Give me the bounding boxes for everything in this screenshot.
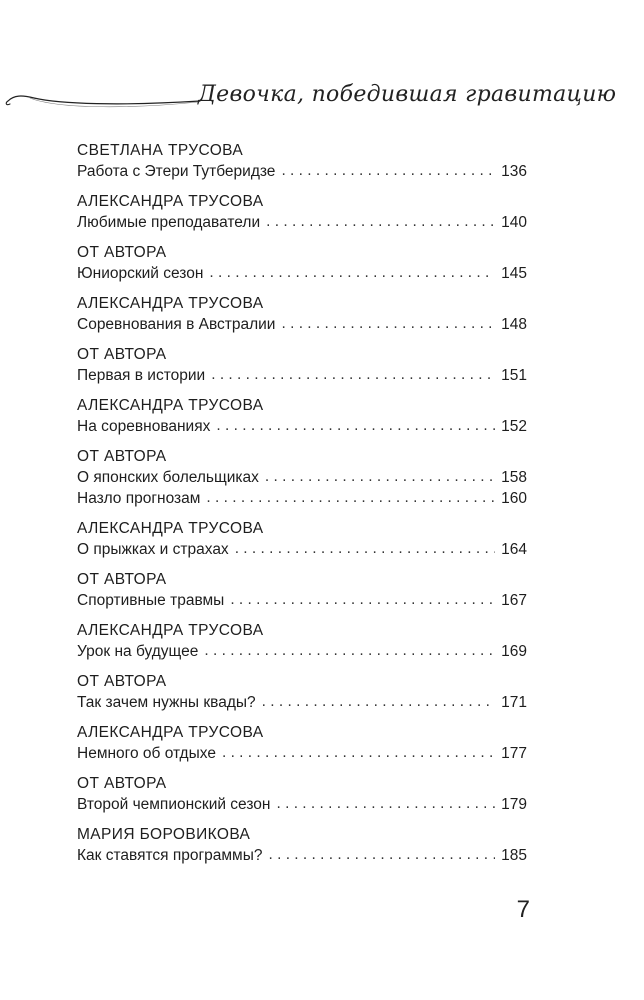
toc-entry-title: Второй чемпионский сезон (77, 796, 271, 813)
toc-author: ОТ АВТОРА (77, 673, 167, 690)
toc-entry[interactable] (77, 845, 527, 866)
toc-entry-page: 169 (501, 643, 527, 660)
toc-entry[interactable] (77, 692, 527, 713)
toc-entry[interactable] (77, 590, 527, 611)
toc-entry-title: Работа с Этери Тутберидзе (77, 163, 276, 180)
toc-entry-page: 158 (501, 469, 527, 486)
toc-section (77, 191, 527, 233)
toc-entry-page: 171 (501, 694, 527, 711)
toc-section (77, 293, 527, 335)
page-number: 7 (516, 896, 530, 923)
toc-section (77, 242, 527, 284)
toc-section (77, 446, 527, 509)
toc-entry-title: Юниорский сезон (77, 265, 204, 282)
dot-leader (222, 742, 495, 763)
toc-entry[interactable] (77, 212, 527, 233)
toc-section (77, 569, 527, 611)
toc-author: СВЕТЛАНА ТРУСОВА (77, 142, 244, 159)
toc-author: ОТ АВТОРА (77, 775, 167, 792)
dot-leader (206, 487, 495, 508)
toc-author: АЛЕКСАНДРА ТРУСОВА (77, 724, 264, 741)
dot-leader (204, 640, 495, 661)
toc-entry-title: Первая в истории (77, 367, 206, 384)
toc-entry-page: 145 (501, 265, 527, 282)
toc-entry-page: 140 (501, 214, 527, 231)
toc-author: АЛЕКСАНДРА ТРУСОВА (77, 622, 264, 639)
toc-entry-page: 148 (501, 316, 527, 333)
toc-author: ОТ АВТОРА (77, 346, 167, 363)
toc-entry-page: 185 (501, 847, 527, 864)
toc-entry[interactable] (77, 488, 527, 509)
dot-leader (211, 364, 495, 385)
dot-leader (265, 466, 495, 487)
toc-entry[interactable] (77, 416, 527, 437)
toc-entry-page: 160 (501, 490, 527, 507)
toc-section (77, 824, 527, 866)
toc-author: МАРИЯ БОРОВИКОВА (77, 826, 251, 843)
toc-entry-page: 167 (501, 592, 527, 609)
toc-section (77, 773, 527, 815)
toc-section (77, 671, 527, 713)
dot-leader (276, 793, 495, 814)
toc-entry[interactable] (77, 314, 527, 335)
toc-section (77, 140, 527, 182)
toc-section (77, 518, 527, 560)
toc-entry[interactable] (77, 365, 527, 386)
toc-entry-title: Любимые преподаватели (77, 214, 261, 231)
toc-section (77, 395, 527, 437)
toc-entry[interactable] (77, 539, 527, 560)
dot-leader (209, 262, 495, 283)
table-of-contents (77, 140, 527, 875)
toc-entry-title: Как ставятся программы? (77, 847, 263, 864)
toc-author: АЛЕКСАНДРА ТРУСОВА (77, 520, 264, 537)
dot-leader (216, 415, 495, 436)
toc-entry-title: О прыжках и страхах (77, 541, 229, 558)
running-title: Девочка, победившая гравитацию (198, 82, 617, 107)
dot-leader (281, 313, 495, 334)
toc-author: АЛЕКСАНДРА ТРУСОВА (77, 193, 264, 210)
dot-leader (262, 691, 495, 712)
toc-entry[interactable] (77, 641, 527, 662)
toc-entry[interactable] (77, 794, 527, 815)
toc-entry[interactable] (77, 467, 527, 488)
toc-section (77, 344, 527, 386)
toc-author: АЛЕКСАНДРА ТРУСОВА (77, 295, 264, 312)
toc-entry-title: Немного об отдыхе (77, 745, 216, 762)
dot-leader (235, 538, 495, 559)
dot-leader (266, 211, 495, 232)
toc-entry-page: 164 (501, 541, 527, 558)
toc-entry-title: Спортивные травмы (77, 592, 225, 609)
toc-author: ОТ АВТОРА (77, 448, 167, 465)
dot-leader (281, 160, 495, 181)
toc-author: ОТ АВТОРА (77, 571, 167, 588)
toc-entry-title: На соревнованиях (77, 418, 211, 435)
toc-section (77, 722, 527, 764)
toc-entry[interactable] (77, 263, 527, 284)
toc-entry-title: Так зачем нужны квады? (77, 694, 256, 711)
toc-entry-page: 177 (501, 745, 527, 762)
toc-entry-page: 151 (501, 367, 527, 384)
toc-entry-page: 136 (501, 163, 527, 180)
toc-entry[interactable] (77, 161, 527, 182)
dot-leader (268, 844, 495, 865)
running-head (0, 70, 644, 130)
toc-entry-page: 179 (501, 796, 527, 813)
toc-entry-title: Соревнования в Австралии (77, 316, 276, 333)
toc-entry-title: Урок на будущее (77, 643, 199, 660)
toc-author: ОТ АВТОРА (77, 244, 167, 261)
toc-entry-title: О японских болельщиках (77, 469, 259, 486)
toc-entry[interactable] (77, 743, 527, 764)
toc-entry-page: 152 (501, 418, 527, 435)
toc-section (77, 620, 527, 662)
dot-leader (230, 589, 495, 610)
toc-entry-title: Назло прогнозам (77, 490, 201, 507)
toc-author: АЛЕКСАНДРА ТРУСОВА (77, 397, 264, 414)
